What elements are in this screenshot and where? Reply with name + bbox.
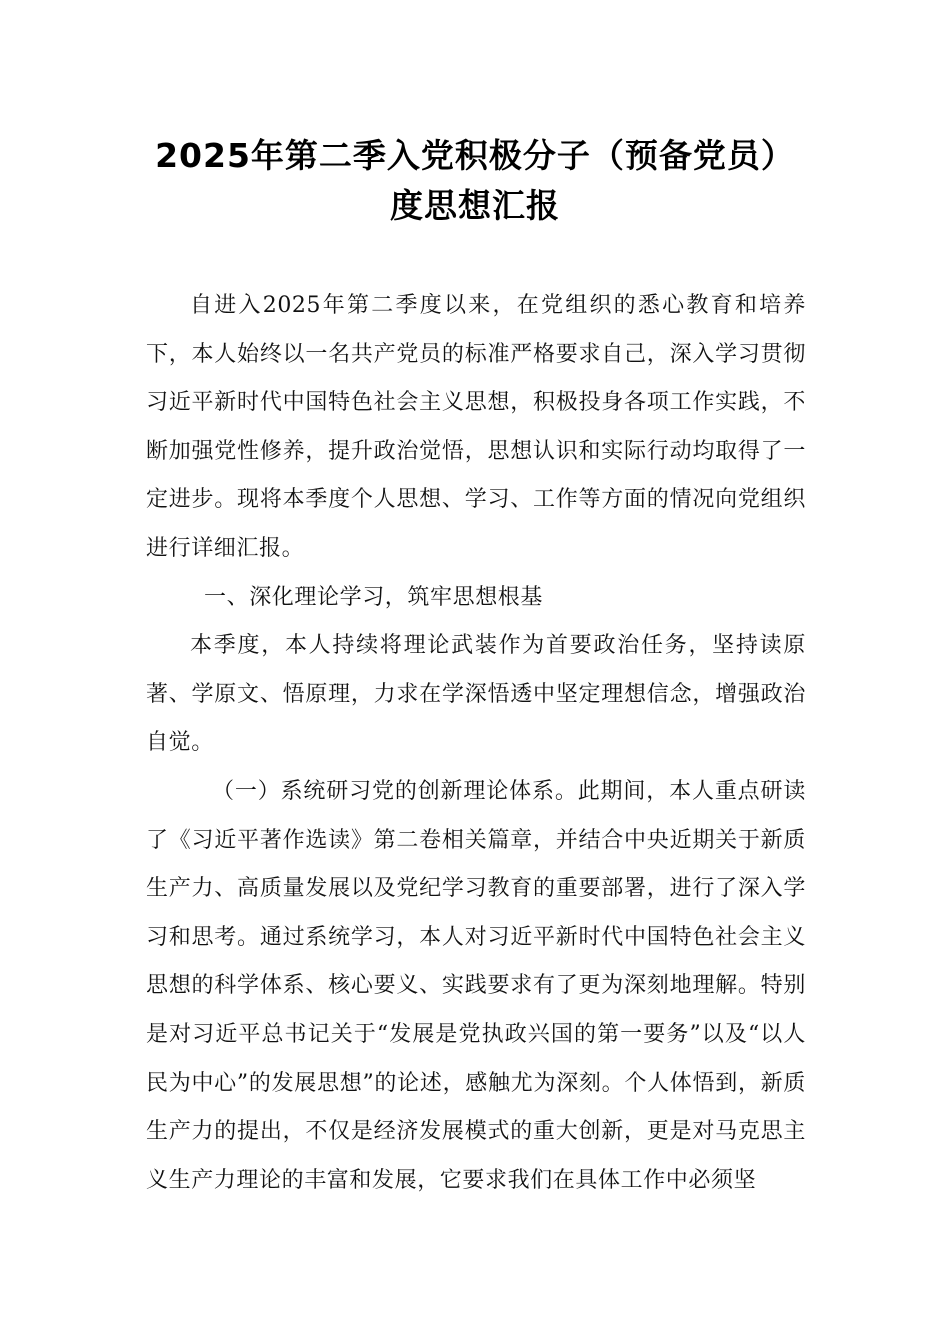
document-title-line-1: 2025年第二季入党积极分子（预备党员）: [155, 136, 795, 175]
intro-paragraph: 自进入2025年第二季度以来，在党组织的悉心教育和培养下，本人始终以一名共产党员的标准严格要求自己，深入学习贯彻习近平新时代中国特色社会主义思想，积极投身各项工作实践，不断加强党性修养，提升政治觉悟，思想认识和实际行动均取得了一定进步。现将本季度个人思想、学习、工作等方面的情况向党组织进行详细汇报。: [146, 293, 806, 561]
document-title-line-2: 度思想汇报: [390, 186, 560, 225]
subsection-1-paragraph: （一）系统研习党的创新理论体系。此期间，本人重点研读了《习近平著作选读》第二卷相关篇章，并结合中央近期关于新质生产力、高质量发展以及党纪学习教育的重要部署，进行了深入学习和思考。通过系统学习，本人对习近平新时代中国特色社会主义思想的科学体系、核心要义、实践要求有了更为深刻地理解。特别是对习近平总书记关于“发展是党执政兴国的第一要务”以及“以人民为中心”的发展思想”的论述，感触尤为深刻。个人体悟到，新质生产力的提出，不仅是经济发展模式的重大创新，更是对马克思主义生产力理论的丰富和发展，它要求我们在具体工作中必须坚: [146, 778, 806, 1193]
section-1-paragraph: 本季度，本人持续将理论武装作为首要政治任务，坚持读原著、学原文、悟原理，力求在学深悟透中坚定理想信念，增强政治自觉。: [146, 633, 806, 756]
document-body: [146, 282, 806, 1205]
section-heading-1: 一、深化理论学习，筑牢思想根基: [204, 584, 544, 610]
